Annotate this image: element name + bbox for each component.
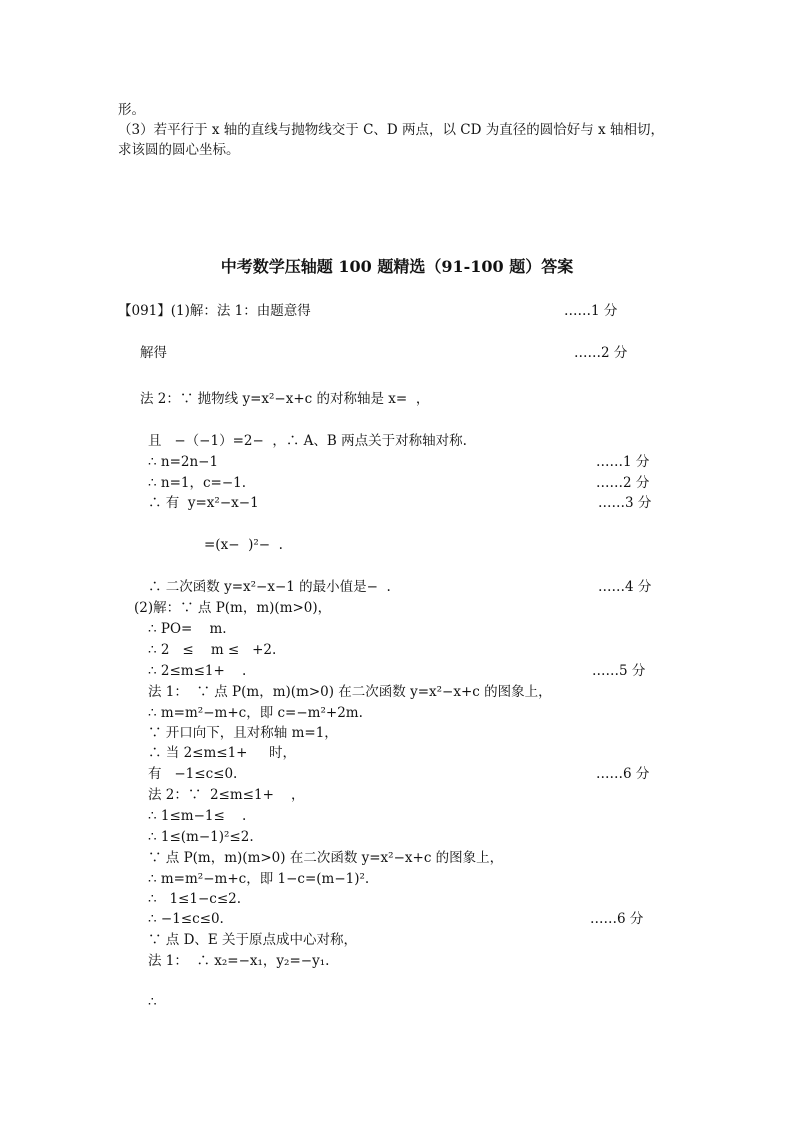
solution-line: ∴ n=1，c=−1.: [148, 475, 247, 491]
solution-line: 法 1： ∵ 点 P(m，m)(m>0) 在二次函数 y=x²−x+c 的图象上，: [148, 684, 552, 700]
solution-line: 法 2：∵ 抛物线 y=x²−x+c 的对称轴是 x= ，: [140, 391, 430, 407]
solution-line: =(x− )²− .: [204, 537, 283, 553]
score-mark: ……5 分: [592, 663, 646, 679]
solution-line: ∴ m=m²−m+c，即 1−c=(m−1)².: [148, 871, 370, 887]
score-mark: ……1 分: [564, 303, 618, 319]
section-heading: 中考数学压轴题 100 题精选（91-100 题）答案: [220, 257, 574, 276]
solution-line: ∴ 1≤m−1≤ .: [148, 808, 247, 824]
solution-line: 法 1： ∴ x₂=−x₁，y₂=−y₁.: [148, 953, 330, 969]
solution-line: ∴ n=2n−1: [148, 454, 219, 470]
score-mark: ……3 分: [598, 495, 652, 511]
intro-line-1: 形。: [118, 102, 145, 118]
solution-line: ∴ PO= m.: [148, 621, 227, 637]
solution-line: ∴: [148, 994, 157, 1010]
solution-line: ∴ 1≤(m−1)²≤2.: [148, 829, 254, 845]
solution-line: ∴ 有 y=x²−x−1: [148, 495, 259, 511]
solution-line: 有 −1≤c≤0.: [148, 766, 238, 782]
solution-line: 且 −（−1）=2− ，∴ A、B 两点关于对称轴对称.: [148, 433, 467, 449]
intro-line-3: 求该圆的圆心坐标。: [118, 142, 240, 158]
solution-line: ∵ 点 D、E 关于原点成中心对称，: [148, 932, 358, 948]
score-mark: ……2 分: [574, 345, 628, 361]
solution-line: ∵ 点 P(m，m)(m>0) 在二次函数 y=x²−x+c 的图象上，: [148, 850, 504, 866]
solution-line: ∴ 1≤1−c≤2.: [148, 891, 242, 907]
solution-line: 法 2：∵ 2≤m≤1+ ，: [148, 787, 305, 803]
solution-line: ∴ 2 ≤ m ≤ +2.: [148, 642, 277, 658]
solution-line: ∴ −1≤c≤0.: [148, 911, 224, 927]
score-mark: ……6 分: [590, 911, 644, 927]
score-mark: ……1 分: [596, 454, 650, 470]
score-mark: ……2 分: [596, 475, 650, 491]
score-mark: ……4 分: [598, 579, 652, 595]
intro-line-2: （3）若平行于 x 轴的直线与抛物线交于 C、D 两点，以 CD 为直径的圆恰好与 x 轴相切，: [118, 122, 664, 138]
solution-line: ∵ 开口向下，且对称轴 m=1，: [148, 725, 338, 741]
score-mark: ……6 分: [596, 766, 650, 782]
solution-line: (2)解：∵ 点 P(m，m)(m>0)，: [134, 600, 332, 616]
solution-line: ∴ 二次函数 y=x²−x−1 的最小值是− .: [148, 579, 391, 595]
solution-line: ∴ m=m²−m+c，即 c=−m²+2m.: [148, 705, 363, 721]
solution-line: ∴ 当 2≤m≤1+ 时，: [148, 745, 296, 761]
solution-line: 【091】(1)解：法 1：由题意得: [118, 303, 311, 319]
solution-line: 解得: [140, 345, 167, 361]
solution-line: ∴ 2≤m≤1+ .: [148, 663, 247, 679]
